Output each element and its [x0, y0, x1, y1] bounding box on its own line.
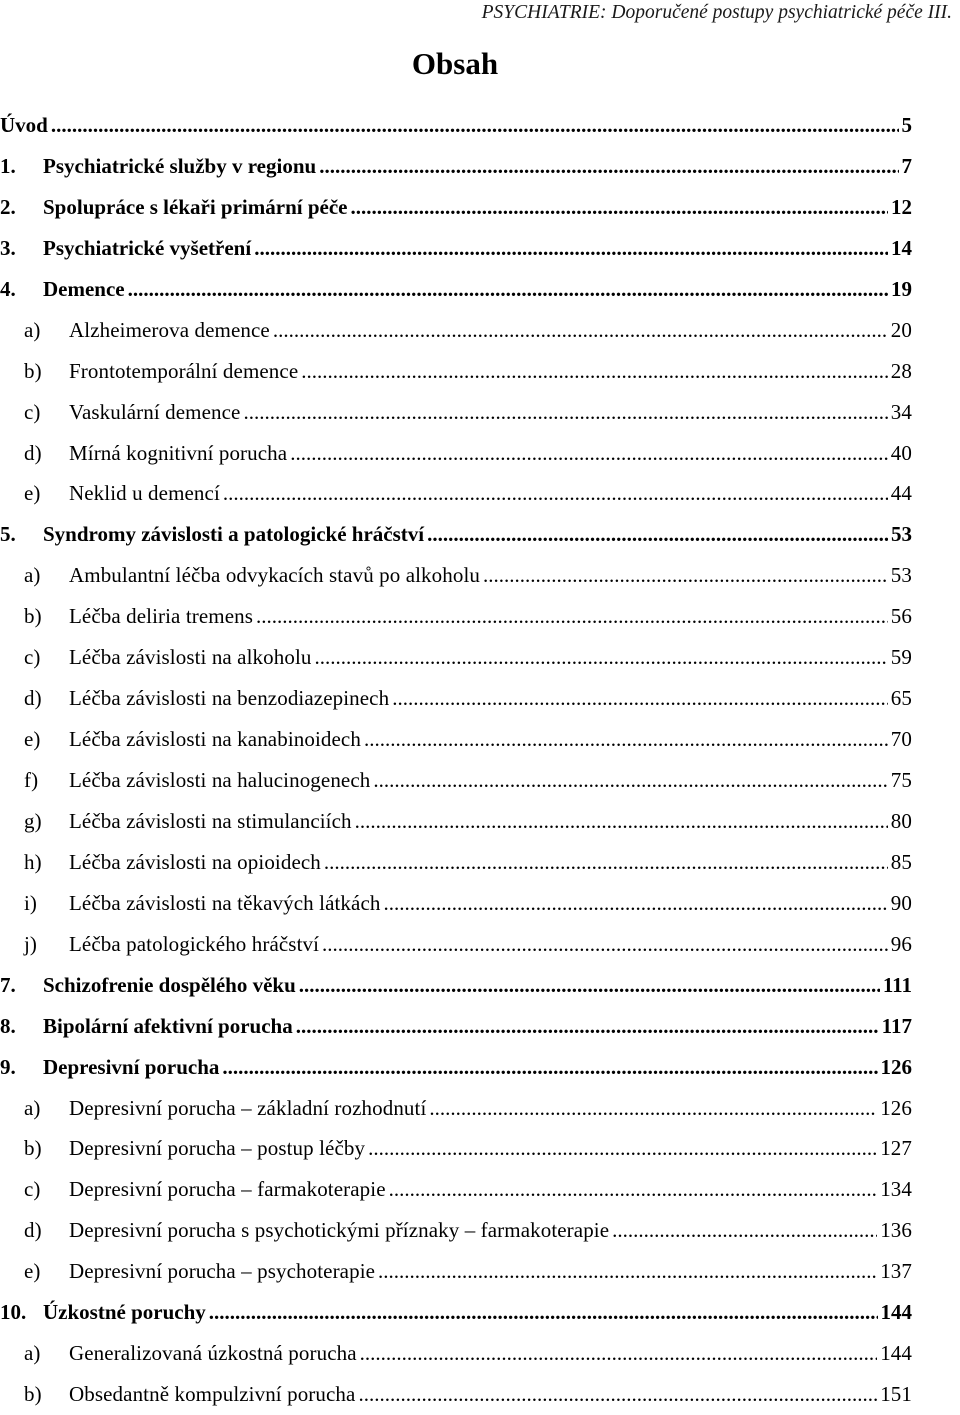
toc-entry[interactable] — [0, 269, 912, 310]
toc-entry-page: 117 — [881, 1013, 912, 1038]
dot-leader — [223, 473, 888, 514]
toc-entry-title: Léčba závislosti na alkoholu — [69, 645, 312, 670]
toc-entry-title: Mírná kognitivní porucha — [69, 440, 288, 465]
toc-entry-title: Depresivní porucha s psychotickými příznaky – farmakoterapie — [69, 1218, 610, 1243]
toc-entry-title: Léčba závislosti na opioidech — [69, 849, 321, 874]
dot-leader — [301, 351, 888, 392]
toc-entry-page: 7 — [901, 153, 912, 178]
dot-leader — [373, 760, 887, 801]
toc-entry-page: 70 — [890, 727, 912, 752]
toc-entry-number: a) — [24, 1095, 41, 1120]
toc-entry-number: c) — [24, 399, 41, 424]
dot-leader — [429, 1088, 877, 1129]
toc-entry-number: 7. — [0, 972, 16, 997]
toc-entry[interactable] — [0, 719, 912, 760]
toc-entry[interactable] — [0, 473, 912, 514]
dot-leader — [296, 1006, 879, 1047]
running-header: PSYCHIATRIE: Doporučené postupy psychiatrické péče III. — [481, 2, 952, 23]
toc-entry-number: 5. — [0, 522, 16, 547]
toc-entry-title: Léčba závislosti na těkavých látkách — [69, 890, 381, 915]
dot-leader — [392, 678, 888, 719]
toc-entry-title: Léčba závislosti na kanabinoidech — [69, 727, 361, 752]
toc-entry[interactable] — [0, 1251, 912, 1292]
toc-entry-page: 151 — [880, 1382, 912, 1407]
dot-leader — [324, 842, 888, 883]
dot-leader — [355, 801, 888, 842]
dot-leader — [243, 392, 887, 433]
toc-entry-page: 53 — [891, 522, 912, 547]
toc-entry-title: Frontotemporální demence — [69, 358, 299, 383]
toc-entry-title: Úvod — [0, 113, 48, 137]
toc-entry-number: 9. — [0, 1054, 16, 1079]
toc-entry-title: Psychiatrické vyšetření — [43, 235, 252, 260]
toc-entry-title: Obsedantně kompulzivní porucha — [69, 1382, 356, 1407]
toc-entry-page: 90 — [890, 890, 912, 915]
dot-leader — [128, 269, 888, 310]
toc-entry[interactable] — [0, 760, 912, 801]
toc-entry[interactable] — [0, 1210, 912, 1251]
toc-entry-number: h) — [24, 849, 42, 874]
dot-leader — [222, 1047, 877, 1088]
toc-entry[interactable] — [0, 1292, 912, 1333]
toc-entry-page: 111 — [882, 972, 912, 997]
toc-entry[interactable] — [0, 555, 912, 596]
toc-entry-page: 20 — [890, 317, 912, 342]
toc-entry-page: 85 — [890, 849, 912, 874]
toc-entry-page: 134 — [880, 1177, 912, 1202]
toc-entry-title: Depresivní porucha – základní rozhodnutí — [69, 1095, 427, 1120]
toc-entry-number: e) — [24, 1259, 41, 1284]
dot-leader — [368, 1128, 877, 1169]
dot-leader — [319, 146, 898, 187]
toc-entry-title: Vaskulární demence — [69, 399, 241, 424]
toc-entry-title: Syndromy závislosti a patologické hráčství — [43, 522, 425, 547]
toc-entry[interactable] — [0, 801, 912, 842]
toc-entry-number: 2. — [0, 194, 16, 219]
toc-entry[interactable] — [0, 105, 912, 146]
toc-entry-number: 8. — [0, 1013, 16, 1038]
toc-entry-title: Spolupráce s lékaři primární péče — [43, 194, 348, 219]
toc-entry[interactable] — [0, 351, 912, 392]
toc-entry-number: e) — [24, 727, 41, 752]
toc-entry[interactable] — [0, 637, 912, 678]
dot-leader — [209, 1292, 878, 1333]
dot-leader — [483, 555, 888, 596]
toc-entry-page: 144 — [880, 1300, 912, 1325]
toc-entry[interactable] — [0, 678, 912, 719]
toc-entry[interactable] — [0, 1006, 912, 1047]
dot-leader — [51, 105, 899, 146]
toc-entry-title: Depresivní porucha – psychoterapie — [69, 1259, 376, 1284]
toc-entry[interactable] — [0, 433, 912, 474]
toc-entry[interactable] — [0, 392, 912, 433]
dot-leader — [299, 965, 880, 1006]
toc-entry-page: 28 — [890, 358, 912, 383]
toc-entry-title: Neklid u demencí — [69, 481, 220, 506]
toc-entry-number: a) — [24, 317, 41, 342]
table-of-contents — [0, 105, 912, 1415]
toc-entry[interactable] — [0, 1333, 912, 1374]
toc-entry-page: 126 — [880, 1054, 912, 1079]
page-title: Obsah — [411, 46, 499, 81]
toc-entry-title: Léčba patologického hráčství — [69, 931, 320, 956]
toc-entry-page: 75 — [890, 768, 912, 792]
toc-entry-page: 126 — [880, 1095, 912, 1120]
toc-entry-title: Léčba závislosti na benzodiazepinech — [69, 686, 390, 711]
toc-entry[interactable] — [0, 1047, 912, 1088]
toc-entry[interactable] — [0, 187, 912, 228]
toc-entry[interactable] — [0, 514, 912, 555]
toc-entry-title: Ambulantní léčba odvykacích stavů po alkoholu — [69, 563, 480, 588]
toc-entry-number: c) — [24, 645, 41, 670]
toc-entry-title: Depresivní porucha – postup léčby — [69, 1136, 366, 1161]
toc-entry-number: b) — [24, 604, 42, 629]
toc-entry-title: Generalizovaná úzkostná porucha — [69, 1341, 357, 1366]
dot-leader — [254, 228, 888, 269]
dot-leader — [273, 310, 888, 351]
dot-leader — [364, 719, 888, 760]
toc-entry-number: 10. — [0, 1300, 27, 1325]
toc-entry-number: g) — [24, 808, 42, 833]
toc-entry-number: b) — [24, 1382, 42, 1407]
toc-entry-number: e) — [24, 481, 41, 506]
toc-entry-page: 44 — [890, 481, 912, 506]
toc-entry-title: Bipolární afektivní porucha — [43, 1013, 293, 1038]
toc-entry-number: a) — [24, 1341, 41, 1366]
dot-leader — [427, 514, 888, 555]
toc-entry-page: 137 — [880, 1259, 912, 1284]
toc-entry[interactable] — [0, 1088, 912, 1129]
toc-entry-page: 56 — [890, 604, 912, 629]
toc-entry-page: 127 — [880, 1136, 912, 1161]
dot-leader — [612, 1210, 877, 1251]
toc-entry-number: 4. — [0, 276, 16, 301]
toc-entry-page: 80 — [890, 808, 912, 833]
toc-entry[interactable] — [0, 1169, 912, 1210]
dot-leader — [378, 1251, 877, 1292]
toc-entry-number: c) — [24, 1177, 41, 1202]
toc-entry-number: d) — [24, 1218, 42, 1243]
toc-entry-number: i) — [24, 890, 38, 915]
toc-entry-number: b) — [24, 1136, 42, 1161]
toc-entry-page: 59 — [890, 645, 912, 670]
dot-leader — [322, 924, 888, 965]
toc-entry-page: 5 — [901, 113, 912, 137]
toc-entry-title: Úzkostné poruchy — [43, 1300, 206, 1325]
toc-entry-page: 53 — [890, 563, 912, 588]
toc-entry-title: Schizofrenie dospělého věku — [43, 972, 296, 997]
toc-entry-title: Léčba deliria tremens — [69, 604, 254, 629]
toc-entry-title: Demence — [43, 276, 125, 301]
toc-entry[interactable] — [0, 1128, 912, 1169]
toc-entry-title: Psychiatrické služby v regionu — [43, 153, 317, 178]
toc-entry-page: 34 — [890, 399, 912, 424]
toc-entry-page: 14 — [891, 235, 912, 260]
toc-entry-number: d) — [24, 686, 42, 711]
toc-entry-page: 40 — [890, 440, 912, 465]
dot-leader — [360, 1333, 878, 1374]
toc-entry[interactable] — [0, 924, 912, 965]
toc-entry-title: Léčba závislosti na stimulanciích — [69, 808, 352, 833]
dot-leader — [389, 1169, 878, 1210]
toc-entry-page: 19 — [891, 276, 912, 301]
toc-entry-title: Alzheimerova demence — [69, 317, 270, 342]
toc-entry-number: j) — [24, 931, 38, 956]
toc-entry-page: 12 — [891, 194, 912, 219]
toc-entry-title: Depresivní porucha – farmakoterapie — [69, 1177, 386, 1202]
toc-entry[interactable] — [0, 146, 912, 187]
toc-entry-number: 3. — [0, 235, 16, 260]
dot-leader — [383, 883, 887, 924]
toc-entry-number: d) — [24, 440, 42, 465]
toc-entry[interactable] — [0, 596, 912, 637]
toc-entry-number: a) — [24, 563, 41, 588]
toc-entry[interactable] — [0, 1374, 912, 1415]
dot-leader — [314, 637, 887, 678]
toc-entry[interactable] — [0, 310, 912, 351]
dot-leader — [358, 1374, 877, 1415]
toc-entry-title: Depresivní porucha — [43, 1054, 220, 1079]
dot-leader — [350, 187, 888, 228]
toc-entry-page: 96 — [890, 931, 912, 956]
toc-entry-title: Léčba závislosti na halucinogenech — [69, 768, 371, 792]
dot-leader — [256, 596, 888, 637]
toc-entry-number: b) — [24, 358, 42, 383]
toc-entry-page: 65 — [890, 686, 912, 711]
toc-entry[interactable] — [0, 842, 912, 883]
toc-entry-page: 144 — [880, 1341, 912, 1366]
toc-entry-number: f) — [24, 768, 39, 792]
toc-entry-number: 1. — [0, 153, 16, 178]
toc-entry[interactable] — [0, 228, 912, 269]
toc-entry-page: 136 — [880, 1218, 912, 1243]
dot-leader — [290, 433, 888, 474]
toc-entry[interactable] — [0, 883, 912, 924]
toc-entry[interactable] — [0, 965, 912, 1006]
